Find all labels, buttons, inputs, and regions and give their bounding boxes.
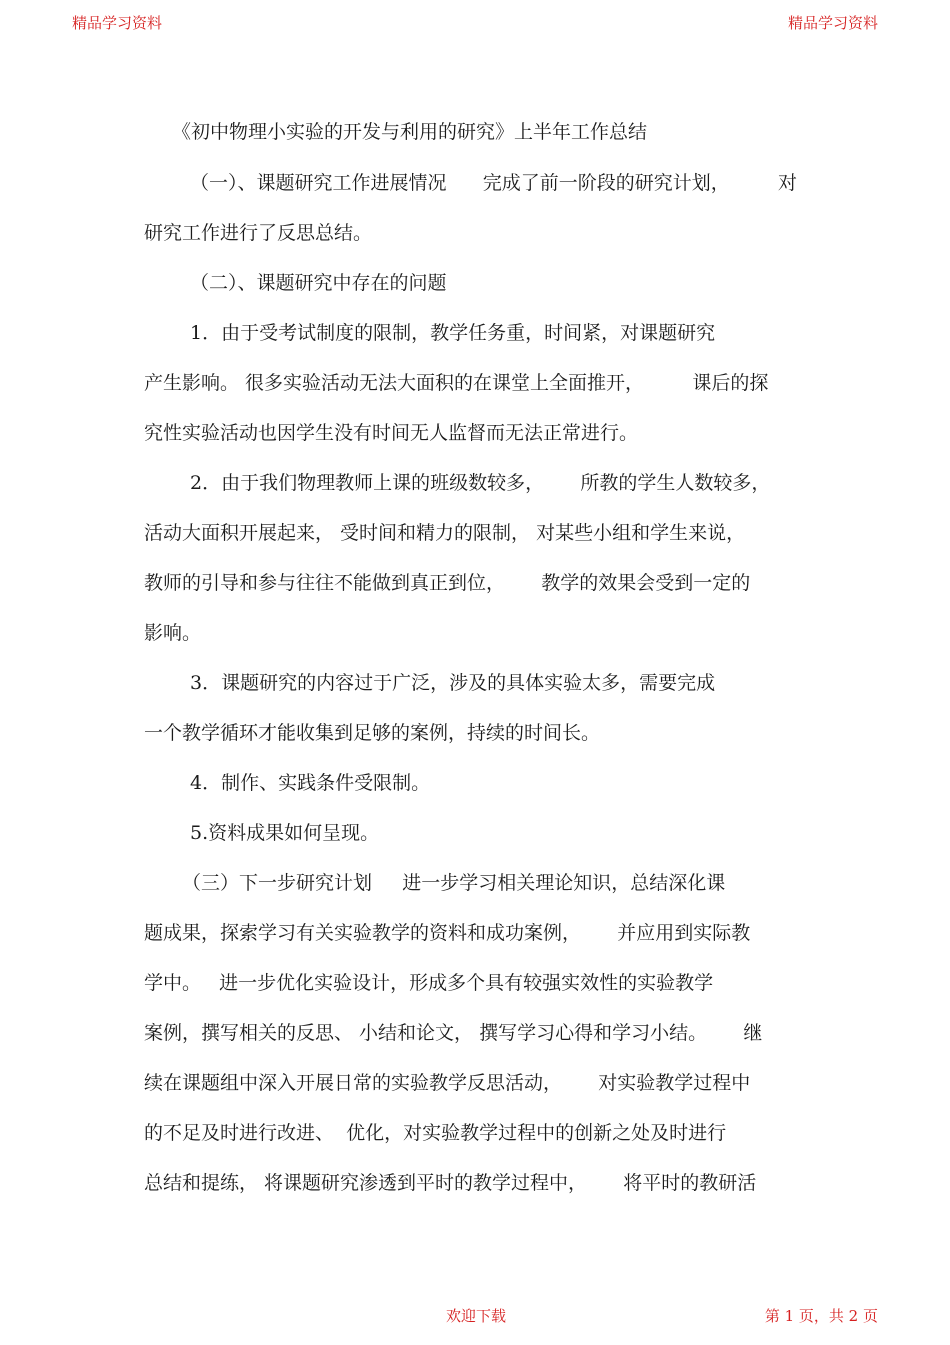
paragraph-line: 的不足及时进行改进、 优化，对实验教学过程中的创新之处及时进行 <box>144 1122 727 1144</box>
item-1-line: 1．由于受考试制度的限制，教学任务重，时间紧，对课题研究 <box>190 322 716 344</box>
page-number: 第 1 页，共 2 页 <box>764 1307 878 1325</box>
paragraph-line: 题成果，探索学习有关实验教学的资料和成功案例， 并应用到实际教 <box>144 922 751 944</box>
paragraph-line: 学中。 进一步优化实验设计，形成多个具有较强实效性的实验教学 <box>144 972 714 994</box>
footer-download-text: 欢迎下载 <box>446 1307 507 1325</box>
paragraph-line: 续在课题组中深入开展日常的实验教学反思活动， 对实验教学过程中 <box>144 1072 751 1094</box>
header-right-watermark: 精品学习资料 <box>787 14 878 32</box>
paragraph-line: 究性实验活动也因学生没有时间无人监督而无法正常进行。 <box>144 422 639 444</box>
paragraph-line: 一个教学循环才能收集到足够的案例，持续的时间长。 <box>144 722 601 744</box>
paragraph-line: 活动大面积开展起来， 受时间和精力的限制， 对某些小组和学生来说， <box>144 522 746 544</box>
item-4-line: 4．制作、实践条件受限制。 <box>190 772 431 794</box>
paragraph-line: 影响。 <box>144 622 202 644</box>
header-left-watermark: 精品学习资料 <box>72 14 163 32</box>
paragraph-line: 研究工作进行了反思总结。 <box>144 222 373 244</box>
paragraph-line: 产生影响。 很多实验活动无法大面积的在课堂上全面推开， 课后的探 <box>144 372 769 394</box>
paragraph-line: 教师的引导和参与往往不能做到真正到位， 教学的效果会受到一定的 <box>144 572 751 594</box>
paragraph-line: 总结和提练， 将课题研究渗透到平时的教学过程中， 将平时的教研活 <box>144 1172 757 1194</box>
section-3-heading-line: （三）下一步研究计划 进一步学习相关理论知识，总结深化课 <box>182 872 726 894</box>
item-2-line: 2．由于我们物理教师上课的班级数较多， 所教的学生人数较多， <box>190 472 771 494</box>
item-3-line: 3．课题研究的内容过于广泛，涉及的具体实验太多，需要完成 <box>190 672 716 694</box>
document-title: 《初中物理小实验的开发与利用的研究》上半年工作总结 <box>172 121 648 143</box>
section-2-heading: （二）、课题研究中存在的问题 <box>190 272 447 294</box>
paragraph-line: 案例，撰写相关的反思、 小结和论文， 撰写学习心得和学习小结。 继 <box>144 1022 763 1044</box>
section-1-heading-line: （一）、课题研究工作进展情况 完成了前一阶段的研究计划， 对 <box>190 172 798 194</box>
item-5-line: 5.资料成果如何呈现。 <box>190 822 380 844</box>
